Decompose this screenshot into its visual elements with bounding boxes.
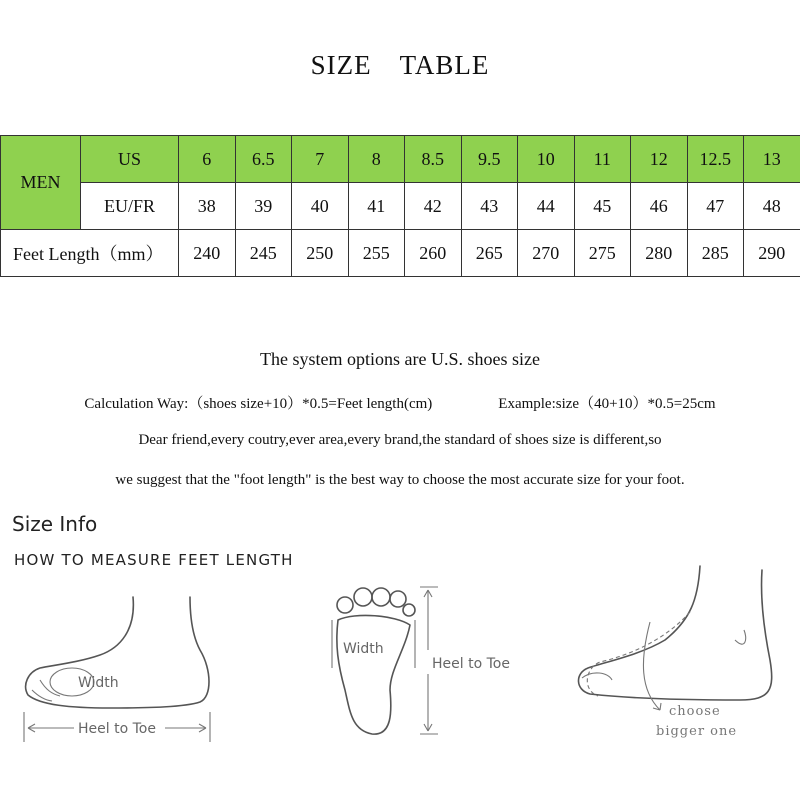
eu-cell: 48 [744, 183, 800, 230]
feet-cell: 260 [405, 230, 462, 277]
fig3-bigger-label: bigger one [656, 724, 738, 739]
example-note: Example:size（40+10）*0.5=25cm [498, 396, 716, 412]
system-note: The system options are U.S. shoes size [260, 349, 540, 369]
sole-outline [337, 615, 410, 734]
eu-cell: 42 [405, 183, 462, 230]
eu-cell: 41 [348, 183, 405, 230]
calculation-note: Calculation Way:（shoes size+10）*0.5=Feet length(cm) [84, 396, 433, 412]
size-table [0, 135, 800, 277]
dear-friend-note: Dear friend,every coutry,ever area,every brand,the standard of shoes size is different,so [138, 432, 662, 448]
fig1-width-label: Width [78, 675, 119, 691]
us-cell: 12.5 [687, 136, 744, 183]
us-label-cell: US [81, 136, 179, 183]
us-cell: 10 [518, 136, 575, 183]
table-row-feet [1, 230, 800, 277]
size-info-heading: Size Info [12, 512, 98, 536]
suggestion-note: we suggest that the "foot length" is the best way to choose the most accurate size for your foot. [115, 472, 685, 488]
us-cell: 7 [292, 136, 349, 183]
feet-cell: 275 [574, 230, 631, 277]
feet-cell: 280 [631, 230, 688, 277]
fig3-choose-label: choose [669, 704, 721, 719]
measure-subheading: HOW TO MEASURE FEET LENGTH [14, 551, 294, 569]
calculation-line [0, 392, 800, 413]
men-label-cell: MEN [1, 136, 81, 230]
eu-cell: 45 [574, 183, 631, 230]
table-row-eu [1, 183, 800, 230]
foot-in-shoe-outline [578, 566, 771, 700]
feet-label-cell: Feet Length（mm） [1, 230, 179, 277]
title-word-table: TABLE [399, 50, 490, 80]
feet-cell: 250 [292, 230, 349, 277]
feet-cell: 270 [518, 230, 575, 277]
us-cell: 13 [744, 136, 800, 183]
us-cell: 12 [631, 136, 688, 183]
eu-cell: 43 [461, 183, 518, 230]
feet-cell: 265 [461, 230, 518, 277]
bigger-size-figure [578, 566, 771, 739]
eu-cell: 40 [292, 183, 349, 230]
fig2-width-label: Width [343, 641, 384, 657]
title-word-size: SIZE [310, 50, 372, 80]
page-title [0, 50, 800, 81]
eu-cell: 39 [235, 183, 292, 230]
eu-cell: 47 [687, 183, 744, 230]
feet-cell: 255 [348, 230, 405, 277]
feet-cell: 245 [235, 230, 292, 277]
side-foot-outline [26, 597, 209, 708]
measure-illustrations [0, 560, 800, 800]
feet-cell: 240 [179, 230, 236, 277]
table-row-us [1, 136, 800, 183]
fig1-heel-label: Heel to Toe [78, 721, 156, 737]
eu-cell: 46 [631, 183, 688, 230]
feet-cell: 290 [744, 230, 800, 277]
eu-label-cell: EU/FR [81, 183, 179, 230]
side-foot-figure [24, 597, 210, 742]
eu-cell: 44 [518, 183, 575, 230]
fig2-heel-label: Heel to Toe [432, 656, 510, 672]
us-cell: 6.5 [235, 136, 292, 183]
eu-cell: 38 [179, 183, 236, 230]
us-cell: 9.5 [461, 136, 518, 183]
us-cell: 11 [574, 136, 631, 183]
feet-cell: 285 [687, 230, 744, 277]
sole-figure [332, 587, 510, 734]
us-cell: 6 [179, 136, 236, 183]
us-cell: 8.5 [405, 136, 462, 183]
us-cell: 8 [348, 136, 405, 183]
